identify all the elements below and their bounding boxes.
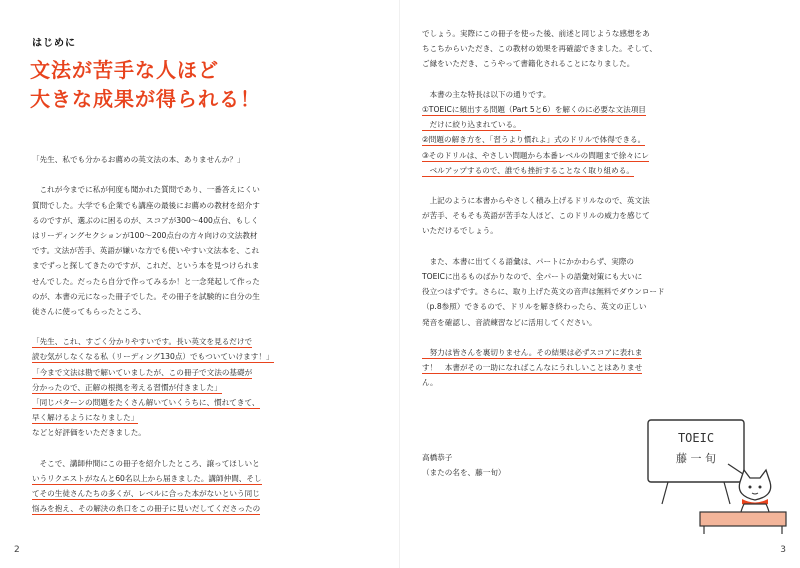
text-line-content: TOEICに出るものばかりなので、全パートの語彙対策にも大いに: [422, 272, 643, 281]
text-line-content: そこで、講師仲間にこの冊子を紹介したところ、譲ってほしいと: [32, 458, 260, 468]
text-line: [32, 304, 372, 319]
text-line: [422, 87, 772, 102]
text-line-content: てその生徒さんたちの多くが、レベルに合った本がないという同じ: [32, 489, 260, 499]
text-line: [32, 441, 372, 456]
text-line-content: 質問でした。大学でも企業でも講座の最後にお薦めの教材を紹介す: [32, 200, 260, 210]
text-line-content: までずっと探してきたのですが、これだ、という本を見つけられま: [32, 261, 260, 271]
author-note: （またの名を、藤一旬）: [422, 468, 506, 477]
headline-line-1: 文法が苦手な人ほど: [30, 58, 219, 82]
text-line-content: るのですが、選ぶのに困るのが、スコアが300～400点台、もしく: [32, 215, 259, 225]
text-line: [32, 198, 372, 213]
text-line-content: が苦手、そもそも英語が苦手な人ほど、このドリルの威力を感じて: [422, 211, 650, 221]
text-line-content: また、本書に出てくる語彙は、パートにかかわらず、実際の: [422, 256, 635, 266]
author-block: [422, 450, 506, 480]
underlined-text-line: [32, 334, 372, 349]
underlined-text-line: [32, 501, 372, 516]
text-line: [422, 41, 772, 56]
text-line-content: ①TOEICに頻出する問題（Part 5と6）を解くのに必要な文法項目: [422, 104, 646, 114]
cat-head-icon: [739, 470, 770, 500]
text-line: [32, 456, 372, 471]
whiteboard-text-2: 藤 一 旬: [676, 452, 716, 465]
text-line: [422, 178, 772, 193]
text-line: [422, 72, 772, 87]
text-line: [422, 239, 772, 254]
text-line-content: いただけるでしょう。: [422, 226, 498, 236]
whiteboard-leg: [724, 482, 730, 504]
text-line-content: だけに絞り込まれている。: [422, 120, 521, 130]
text-line-content: す！ 本書がその一助になればこんなにうれしいことはありませ: [422, 363, 643, 373]
text-line: [32, 425, 372, 440]
text-line-content: 発音を確認し、音読練習などに活用してください。: [422, 317, 597, 327]
text-line-content: 本書の主な特長は以下の通りです。: [422, 89, 551, 99]
text-line: [422, 299, 772, 314]
underlined-text-line: [422, 148, 772, 163]
text-line-content: せんでした。だったら自分で作ってみるか！と一念発起して作った: [32, 276, 260, 286]
page-number-left: 2: [14, 545, 20, 555]
text-line-content: 早く解けるようになりました」: [32, 413, 139, 423]
author-name: 高橋恭子: [422, 453, 453, 462]
underlined-text-line: [422, 117, 772, 132]
teacher-cat-illustration: [620, 412, 788, 534]
whiteboard: [648, 420, 744, 482]
underlined-text-line: [32, 380, 372, 395]
text-line: [32, 213, 372, 228]
underlined-text-line: [32, 486, 372, 501]
text-line-content: （p.8参照）できるので、ドリルを解き終わったら、英文の正しい: [422, 302, 647, 312]
text-line: [422, 284, 772, 299]
text-line-content: です。文法が苦手、英語が嫌いな方でも使いやすい文法本を、これ: [32, 246, 260, 256]
underlined-text-line: [32, 410, 372, 425]
text-line-content: はリーディングセクションが100～200点台の方々向けの文法教材: [32, 230, 258, 240]
text-line: [422, 269, 772, 284]
text-line: [32, 152, 372, 167]
text-line: [32, 319, 372, 334]
text-line-content: ちこちからいただき、この教材の効果を再確認できました。そして、: [422, 44, 657, 54]
text-line-content: いうリクエストがなんと60名以上から届きました。講師仲間、そし: [32, 473, 262, 483]
underlined-text-line: [422, 345, 772, 360]
text-line-content: 「先生、私でも分かるお薦めの英文法の本、ありませんか？」: [32, 155, 245, 164]
text-line-content: これが今までに私が何度も聞かれた質問であり、一番答えにくい: [32, 185, 260, 195]
text-line-content: 分かったので、正解の根拠を考える習慣が付きました」: [32, 382, 222, 392]
underlined-text-line: [422, 102, 772, 117]
text-line-content: 悩みを抱え、その解決の糸口をこの冊子に見いだしてくださったの: [32, 504, 261, 514]
underlined-text-line: [422, 163, 772, 178]
cat-eye: [759, 486, 762, 489]
text-line: [32, 167, 372, 182]
text-line-content: ③そのドリルは、やさしい問題から本番レベルの問題まで徐々にレ: [422, 150, 650, 160]
text-line: [422, 375, 772, 390]
text-line: [32, 243, 372, 258]
underlined-text-line: [32, 471, 372, 486]
underlined-text-line: [32, 349, 372, 364]
right-page: [400, 0, 800, 568]
text-line-content: 「先生、これ、すごく分かりやすいです。長い英文を見るだけで: [32, 337, 253, 347]
text-line: [422, 330, 772, 345]
section-kicker: はじめに: [32, 38, 76, 49]
text-line-content: 上記のように本書からやさしく積み上げるドリルなので、英文法: [422, 196, 650, 206]
whiteboard-leg: [662, 482, 668, 504]
text-line: [422, 26, 772, 41]
text-line-content: ん。: [422, 378, 438, 388]
text-line: [422, 315, 772, 330]
text-line: [32, 258, 372, 273]
cat-eye: [749, 486, 752, 489]
left-body-text: [32, 152, 372, 517]
right-body-text: [422, 26, 772, 391]
underlined-text-line: [422, 360, 772, 375]
text-line: [32, 228, 372, 243]
text-line: [422, 223, 772, 238]
text-line-content: 徒さんに使ってもらったところ、: [32, 306, 146, 316]
desk: [700, 512, 786, 526]
text-line: [32, 274, 372, 289]
text-line-content: のが、本書の元になった冊子でした。その冊子を試験的に自分の生: [32, 291, 260, 301]
text-line-content: 役立つはずです。さらに、取り上げた英文の音声は無料でダウンロード: [422, 287, 665, 297]
text-line-content: ②問題の解き方を、「習うより慣れよ」式のドリルで体得できる。: [422, 135, 646, 145]
headline-line-2: 大きな成果が得られる！: [30, 87, 261, 111]
text-line: [422, 208, 772, 223]
text-line: [422, 56, 772, 71]
text-line-content: 「今まで文法は勘で解いていましたが、この冊子で文法の基礎が: [32, 367, 253, 377]
page-number-right: 3: [780, 545, 786, 555]
underlined-text-line: [422, 132, 772, 147]
text-line-content: ご縁をいただき、こうやって書籍化されることになりました。: [422, 59, 635, 69]
text-line: [32, 289, 372, 304]
text-line: [422, 254, 772, 269]
text-line: [422, 193, 772, 208]
whiteboard-text-1: TOEIC: [677, 431, 715, 445]
text-line-content: ベルアップするので、誰でも挫折することなく取り組める。: [422, 165, 634, 175]
text-line-content: 「同じパターンの問題をたくさん解いていくうちに、慣れてきて、: [32, 398, 260, 407]
text-line-content: 努力は皆さんを裏切りません。その結果は必ずスコアに表れま: [422, 347, 643, 357]
text-line-content: でしょう。実際にこの冊子を使った後、前述と同じような感想をあ: [422, 29, 650, 38]
text-line-content: などと好評価をいただきました。: [32, 428, 146, 438]
underlined-text-line: [32, 395, 372, 410]
underlined-text-line: [32, 365, 372, 380]
text-line-content: 読む気がしなくなる私（リーディング130点）でもついていけます！」: [32, 352, 274, 362]
text-line: [32, 182, 372, 197]
headline: [30, 56, 261, 114]
